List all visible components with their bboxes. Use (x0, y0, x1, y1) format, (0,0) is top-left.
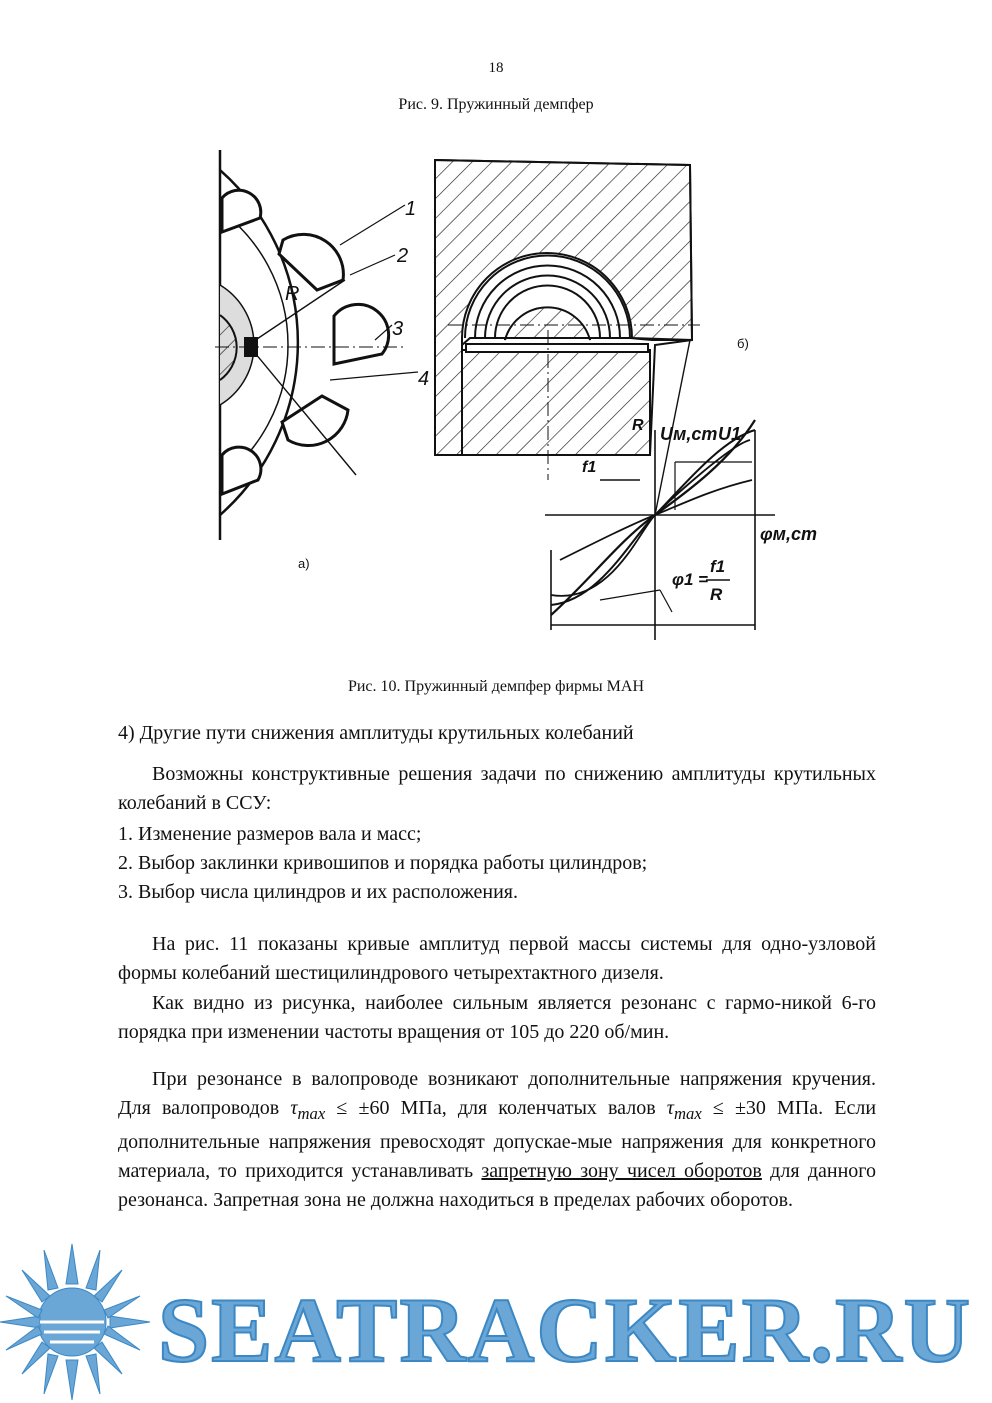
f1-label: f1 (582, 459, 597, 476)
paragraph-fig11: На рис. 11 показаны кривые амплитуд первой массы системы для одно-узловой формы колебаний шестицилиндрового четырехтактного дизеля. (118, 933, 876, 984)
watermark-text: SEATRACKER.RU (158, 1279, 973, 1381)
watermark-sun-logo (0, 1240, 160, 1400)
damper-figure (0, 130, 992, 670)
crank-limit: ≤ ±30 (712, 1097, 766, 1119)
figure-label-b: б) (737, 336, 749, 351)
callout-1: 1 (405, 198, 417, 220)
callout-4: 4 (418, 368, 430, 390)
radius-label: R (285, 283, 300, 305)
list-item: 1. Изменение размеров вала и масс; (118, 823, 422, 845)
u1-label: U1 (718, 424, 742, 444)
tau-subscript: max (297, 1104, 326, 1123)
formula-numerator: f1 (710, 557, 726, 576)
figure-a-damper-section (215, 150, 418, 540)
shaft-limit: ≤ ±60 (336, 1097, 390, 1119)
paragraph-stress: При резонансе в валопроводе возникают дополнительные напряжения кручения. Для валопроводов $\tau_{max} \le \pm 60$ МПа, для коленчатых валов $\tau_{max} \le \pm 30$ МПа. Если дополнительные напряжения превосходят допускае-мые напряжения для конкретного материала, то приходится устанавливать запретную зону чисел оборотов для данного резонанса. Запретная зона не должна находиться в пределах рабочих оборотов. (118, 1068, 877, 1211)
plot-radius-label: R (632, 417, 644, 434)
figure-9-caption: Рис. 9. Пружинный демпфер (398, 96, 594, 113)
intro-paragraph: Возможны конструктивные решения задачи по снижению амплитуды крутильных колебаний в ССУ: (118, 763, 876, 814)
u-axis-label: Uм,cm (660, 424, 718, 444)
formula-denominator: R (710, 585, 723, 604)
figure-10-caption: Рис. 10. Пружинный демпфер фирмы МАН (347, 678, 645, 695)
section-heading: 4) Другие пути снижения амплитуды крутильных колебаний (118, 722, 634, 744)
methods-list (118, 820, 647, 907)
phi1-label: φ1 = (672, 570, 709, 589)
list-item: 3. Выбор числа цилиндров и их расположения. (118, 881, 518, 903)
tau-symbol: τ (290, 1097, 298, 1119)
phi-axis-label: φм,cm (760, 524, 817, 544)
callout-2: 2 (397, 245, 409, 267)
list-item: 2. Выбор заклинки кривошипов и порядка работы цилиндров; (118, 852, 648, 874)
figure-label-a: а) (298, 556, 310, 571)
paragraph-resonance: Как видно из рисунка, наиболее сильным является резонанс с гармо-никой 6-го порядка при изменении частоты вращения от 105 до 220 об/мин. (118, 992, 876, 1043)
page-number: 18 (488, 60, 504, 76)
callout-3: 3 (392, 318, 404, 340)
forbidden-zone-term: запретную зону чисел оборотов (481, 1160, 762, 1182)
